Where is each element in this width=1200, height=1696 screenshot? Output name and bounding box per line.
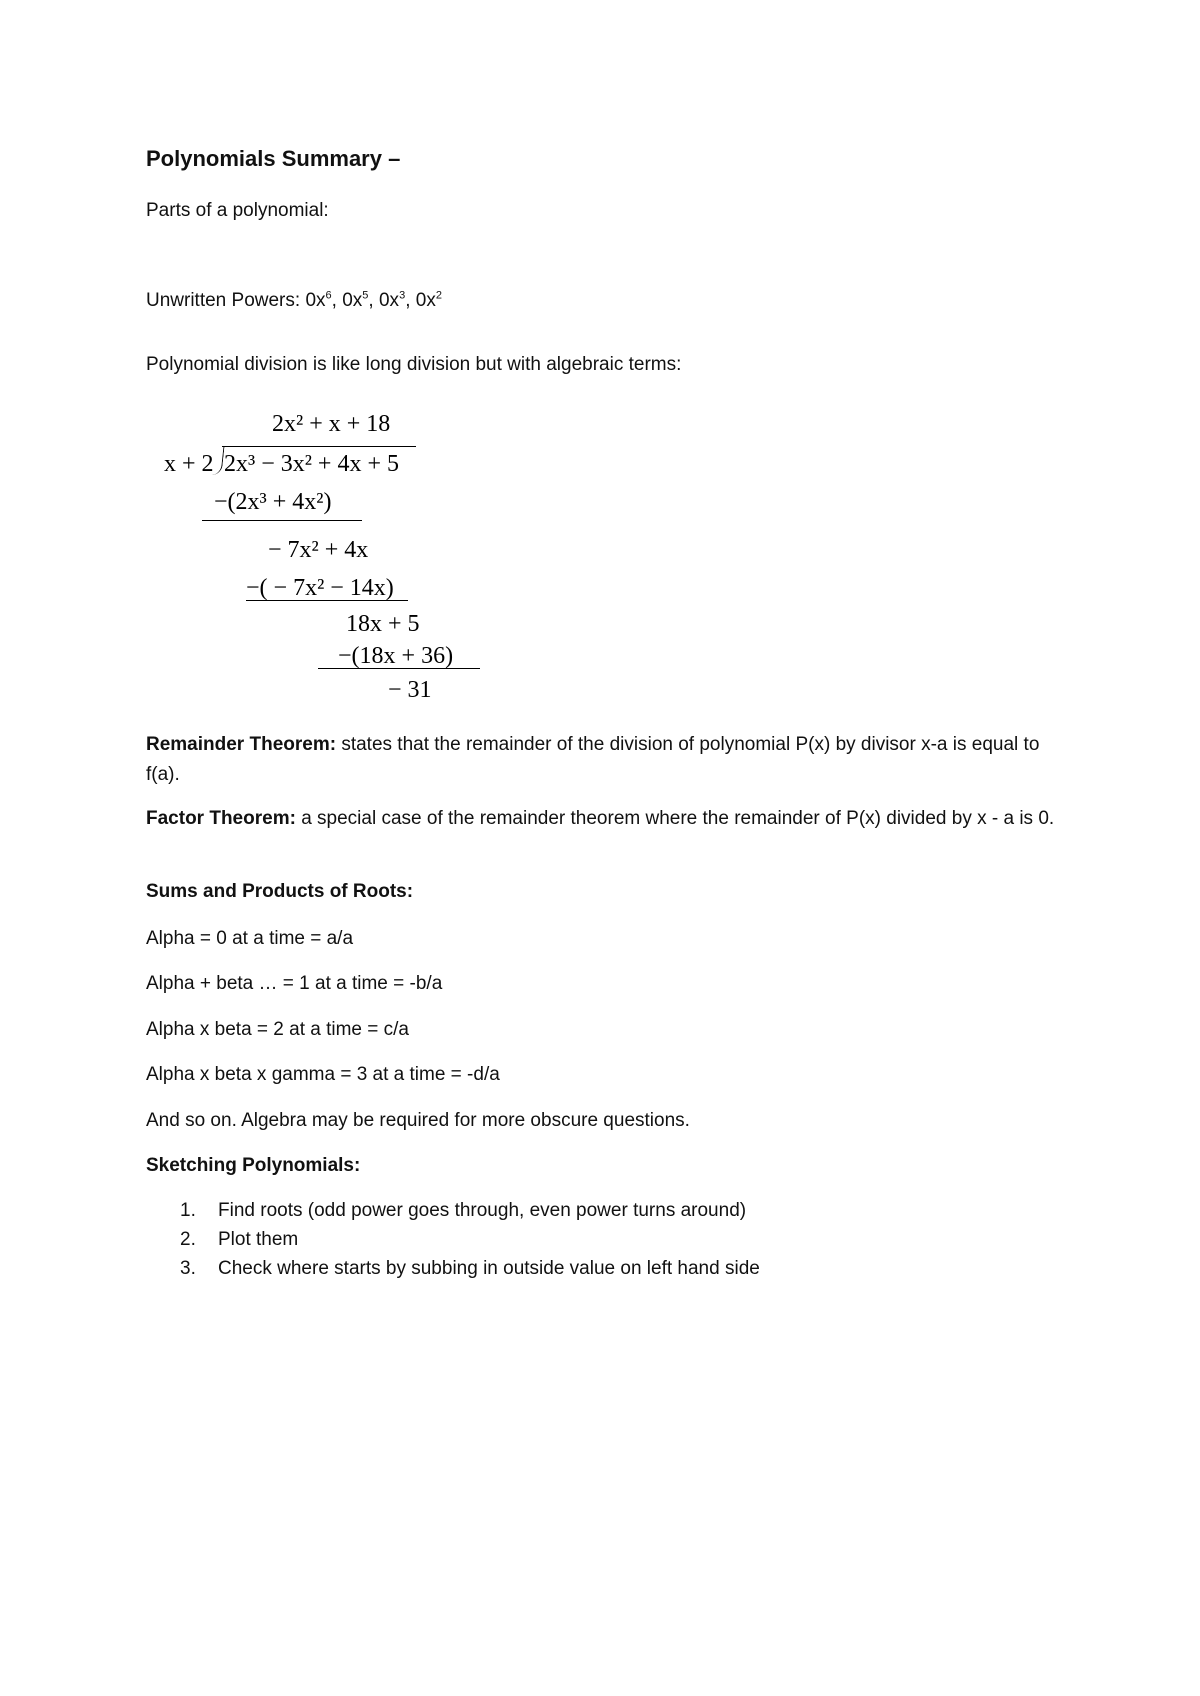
unwritten-powers-line: Unwritten Powers: $0x^6$, $0x^5$, $0x^3$, $0x^2$ — [146, 289, 442, 311]
sketching-heading: Sketching Polynomials: — [146, 1155, 361, 1176]
factor-theorem-text: a special case of the remainder theorem where the remainder of P(x) divided by x - a is 0. — [295, 808, 1055, 829]
list-item: Plot them — [218, 1229, 299, 1250]
factor-theorem — [146, 804, 1066, 834]
subtract-step-3: −(18x + 36) — [338, 643, 454, 669]
division-intro: Polynomial division is like long division but with algebraic terms: — [146, 354, 682, 375]
quotient: 2x² + x + 18 — [272, 411, 391, 437]
page-title: Polynomials Summary – — [146, 146, 401, 171]
sums-closing: And so on. Algebra may be required for more obscure questions. — [146, 1110, 690, 1131]
factor-theorem-heading: Factor Theorem: — [146, 808, 296, 829]
unwritten-term: $0x^5$ — [342, 289, 369, 311]
sketching-steps — [146, 1196, 760, 1283]
list-item: Find roots (odd power goes through, even power turns around) — [218, 1200, 747, 1221]
remainder-step-1: − 7x² + 4x — [268, 537, 369, 563]
sums-line: Alpha x beta = 2 at a time = c/a — [146, 1019, 409, 1040]
unwritten-powers-label: Unwritten Powers: — [146, 290, 306, 311]
subtract-step-1: −(2x³ + 4x²) — [214, 489, 332, 515]
unwritten-term: $0x^3$ — [378, 289, 406, 311]
unwritten-term: $0x^6$ — [305, 289, 332, 311]
final-remainder: − 31 — [388, 677, 432, 703]
step-2-line — [246, 600, 408, 601]
remainder-theorem-text: states that the remainder of the division of polynomial P(x) by divisor x-a is equal to f(a). — [146, 734, 1040, 785]
sums-line: Alpha = 0 at a time = a/a — [146, 928, 354, 949]
step-3-line — [318, 668, 480, 669]
step-1-line — [202, 520, 362, 521]
sums-line: Alpha x beta x gamma = 3 at a time = -d/a — [146, 1064, 500, 1085]
sums-line: Alpha + beta … = 1 at a time = -b/a — [146, 973, 443, 994]
sums-products-heading: Sums and Products of Roots: — [146, 881, 414, 902]
parts-label: Parts of a polynomial: — [146, 200, 329, 221]
remainder-theorem — [146, 730, 1066, 790]
division-bar — [222, 446, 416, 447]
unwritten-term: $0x^2$ — [415, 289, 442, 311]
remainder-step-2: 18x + 5 — [346, 611, 420, 637]
remainder-theorem-heading: Remainder Theorem: — [146, 734, 337, 755]
division-bracket — [211, 447, 225, 475]
dividend: 2x³ − 3x² + 4x + 5 — [224, 451, 399, 477]
subtract-step-2: −( − 7x² − 14x) — [246, 575, 394, 601]
list-item: Check where starts by subbing in outside value on left hand side — [218, 1258, 760, 1279]
divisor: x + 2 — [164, 451, 214, 477]
